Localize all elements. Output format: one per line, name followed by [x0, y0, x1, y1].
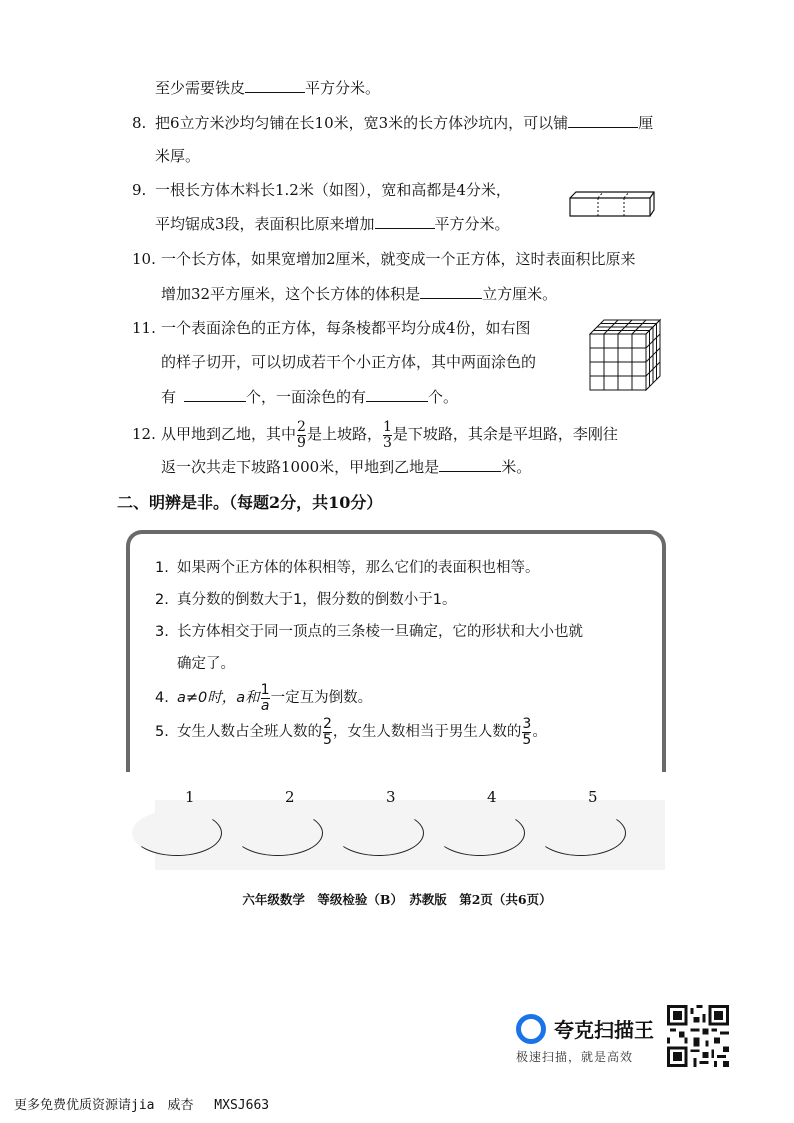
- answer-oval-5[interactable]: [536, 810, 626, 856]
- tf-item-4: 4. a≠0时，a和 $\frac{1}{a}$ 一定互为倒数。: [155, 681, 373, 714]
- q10-text: 增加32平方厘米，这个长方体的体积是: [161, 285, 421, 303]
- q8-blank[interactable]: [568, 113, 638, 128]
- q12-line1: [161, 416, 618, 452]
- q12-fraction-2: $\frac{1}{3}$: [382, 418, 392, 451]
- q12-blank[interactable]: [439, 457, 501, 472]
- tf-item-5: 5. 女生人数占全班人数的 $\frac{2}{5}$ ，女生人数相当于男生人数的 $\frac{3}{5}$ 。: [155, 715, 547, 748]
- q11-blank-1[interactable]: [184, 387, 246, 402]
- q9-number: 9.: [132, 181, 147, 199]
- q11-number: 11.: [132, 319, 156, 337]
- q10-unit: 立方厘米。: [482, 285, 558, 303]
- page-footer: 六年级数学 等级检验（B） 苏教版 第2页（共6页）: [242, 892, 552, 907]
- q8-line2: 米厚。: [155, 147, 201, 165]
- tf-item-4-fraction: $\frac{1}{a}$: [260, 681, 270, 714]
- q12-text-c: 是下坡路，其余是平坦路，李刚往: [392, 425, 618, 443]
- q11-text-b: 个，一面涂色的有: [246, 388, 367, 406]
- q11-text-c: 个。: [428, 388, 459, 406]
- brand-logo-icon: [516, 1014, 546, 1044]
- tf-item-5-fraction-2: $\frac{3}{5}$: [522, 715, 532, 748]
- answer-label-1: 1: [185, 788, 195, 806]
- q12-number: 12.: [132, 425, 156, 443]
- answer-oval-4[interactable]: [435, 810, 525, 856]
- brand-name: 夸克扫描王: [554, 1018, 654, 1042]
- answer-label-4: 4: [487, 788, 497, 806]
- q8-text: 把6立方米沙均匀铺在长10米，宽3米的长方体沙坑内，可以铺: [155, 114, 569, 132]
- q9-line1: 一根长方体木料长1.2米（如图），宽和高都是4分米，: [155, 181, 511, 199]
- answer-oval-1[interactable]: [132, 810, 222, 856]
- q9-blank[interactable]: [375, 214, 435, 229]
- answer-label-3: 3: [386, 788, 396, 806]
- resource-note: 更多免费优质资源请jia 威杏 MXSJ663: [14, 1098, 270, 1113]
- q10-line1: 一个长方体，如果宽增加2厘米，就变成一个正方体，这时表面积比原来: [161, 250, 636, 268]
- q8-line1: [155, 113, 653, 133]
- q12-line2: [161, 457, 531, 477]
- qr-code-icon: [667, 1005, 729, 1067]
- answer-oval-3[interactable]: [334, 810, 424, 856]
- q11-line2: 的样子切开，可以切成若干个小正方体，其中两面涂色的: [161, 353, 537, 371]
- answer-oval-2[interactable]: [233, 810, 323, 856]
- q9-text: 平均锯成3段，表面积比原来增加: [155, 215, 375, 233]
- answer-label-5: 5: [588, 788, 598, 806]
- q7-text: 至少需要铁皮: [155, 79, 246, 97]
- q12-text: 返一次共走下坡路1000米，甲地到乙地是: [161, 458, 440, 476]
- tf-item-3-cont: 确定了。: [177, 656, 235, 672]
- q9-unit: 平方分米。: [434, 215, 510, 233]
- q10-line2: [161, 284, 557, 304]
- q12-unit: 米。: [501, 458, 532, 476]
- tf-item-3: 3. 长方体相交于同一顶点的三条棱一旦确定，它的形状和大小也就: [155, 624, 583, 640]
- q12-text-b: 是上坡路，: [306, 425, 382, 443]
- q7-tail: [155, 78, 380, 98]
- tf-item-5-fraction-1: $\frac{2}{5}$: [323, 715, 332, 748]
- q12-fraction-1: $\frac{2}{9}$: [297, 418, 306, 451]
- q8-unit: 厘: [638, 114, 654, 132]
- q11-line3: [161, 387, 458, 407]
- q12-text-a: 从甲地到乙地，其中: [161, 425, 297, 443]
- q11-line1: 一个表面涂色的正方体，每条棱都平均分成4份，如右图: [161, 319, 531, 337]
- tf-item-2: 2. 真分数的倒数大于1，假分数的倒数小于1。: [155, 592, 457, 608]
- q7-unit: 平方分米。: [305, 79, 381, 97]
- q9-line2: [155, 214, 510, 234]
- q9-cuboid-figure: [566, 188, 656, 218]
- brand-slogan: 极速扫描，就是高效: [516, 1050, 634, 1064]
- section2-title: 二、明辨是非。（每题2分，共10分）: [117, 493, 383, 512]
- q10-blank[interactable]: [420, 284, 482, 299]
- answer-label-2: 2: [285, 788, 295, 806]
- tf-item-1: 1. 如果两个正方体的体积相等，那么它们的表面积也相等。: [155, 560, 540, 576]
- q10-number: 10.: [132, 250, 156, 268]
- q11-blank-2[interactable]: [366, 387, 428, 402]
- q8-number: 8.: [132, 114, 147, 132]
- q11-text-a: 有: [161, 388, 177, 406]
- q7-blank[interactable]: [245, 78, 305, 93]
- q11-cube-figure: [588, 318, 663, 393]
